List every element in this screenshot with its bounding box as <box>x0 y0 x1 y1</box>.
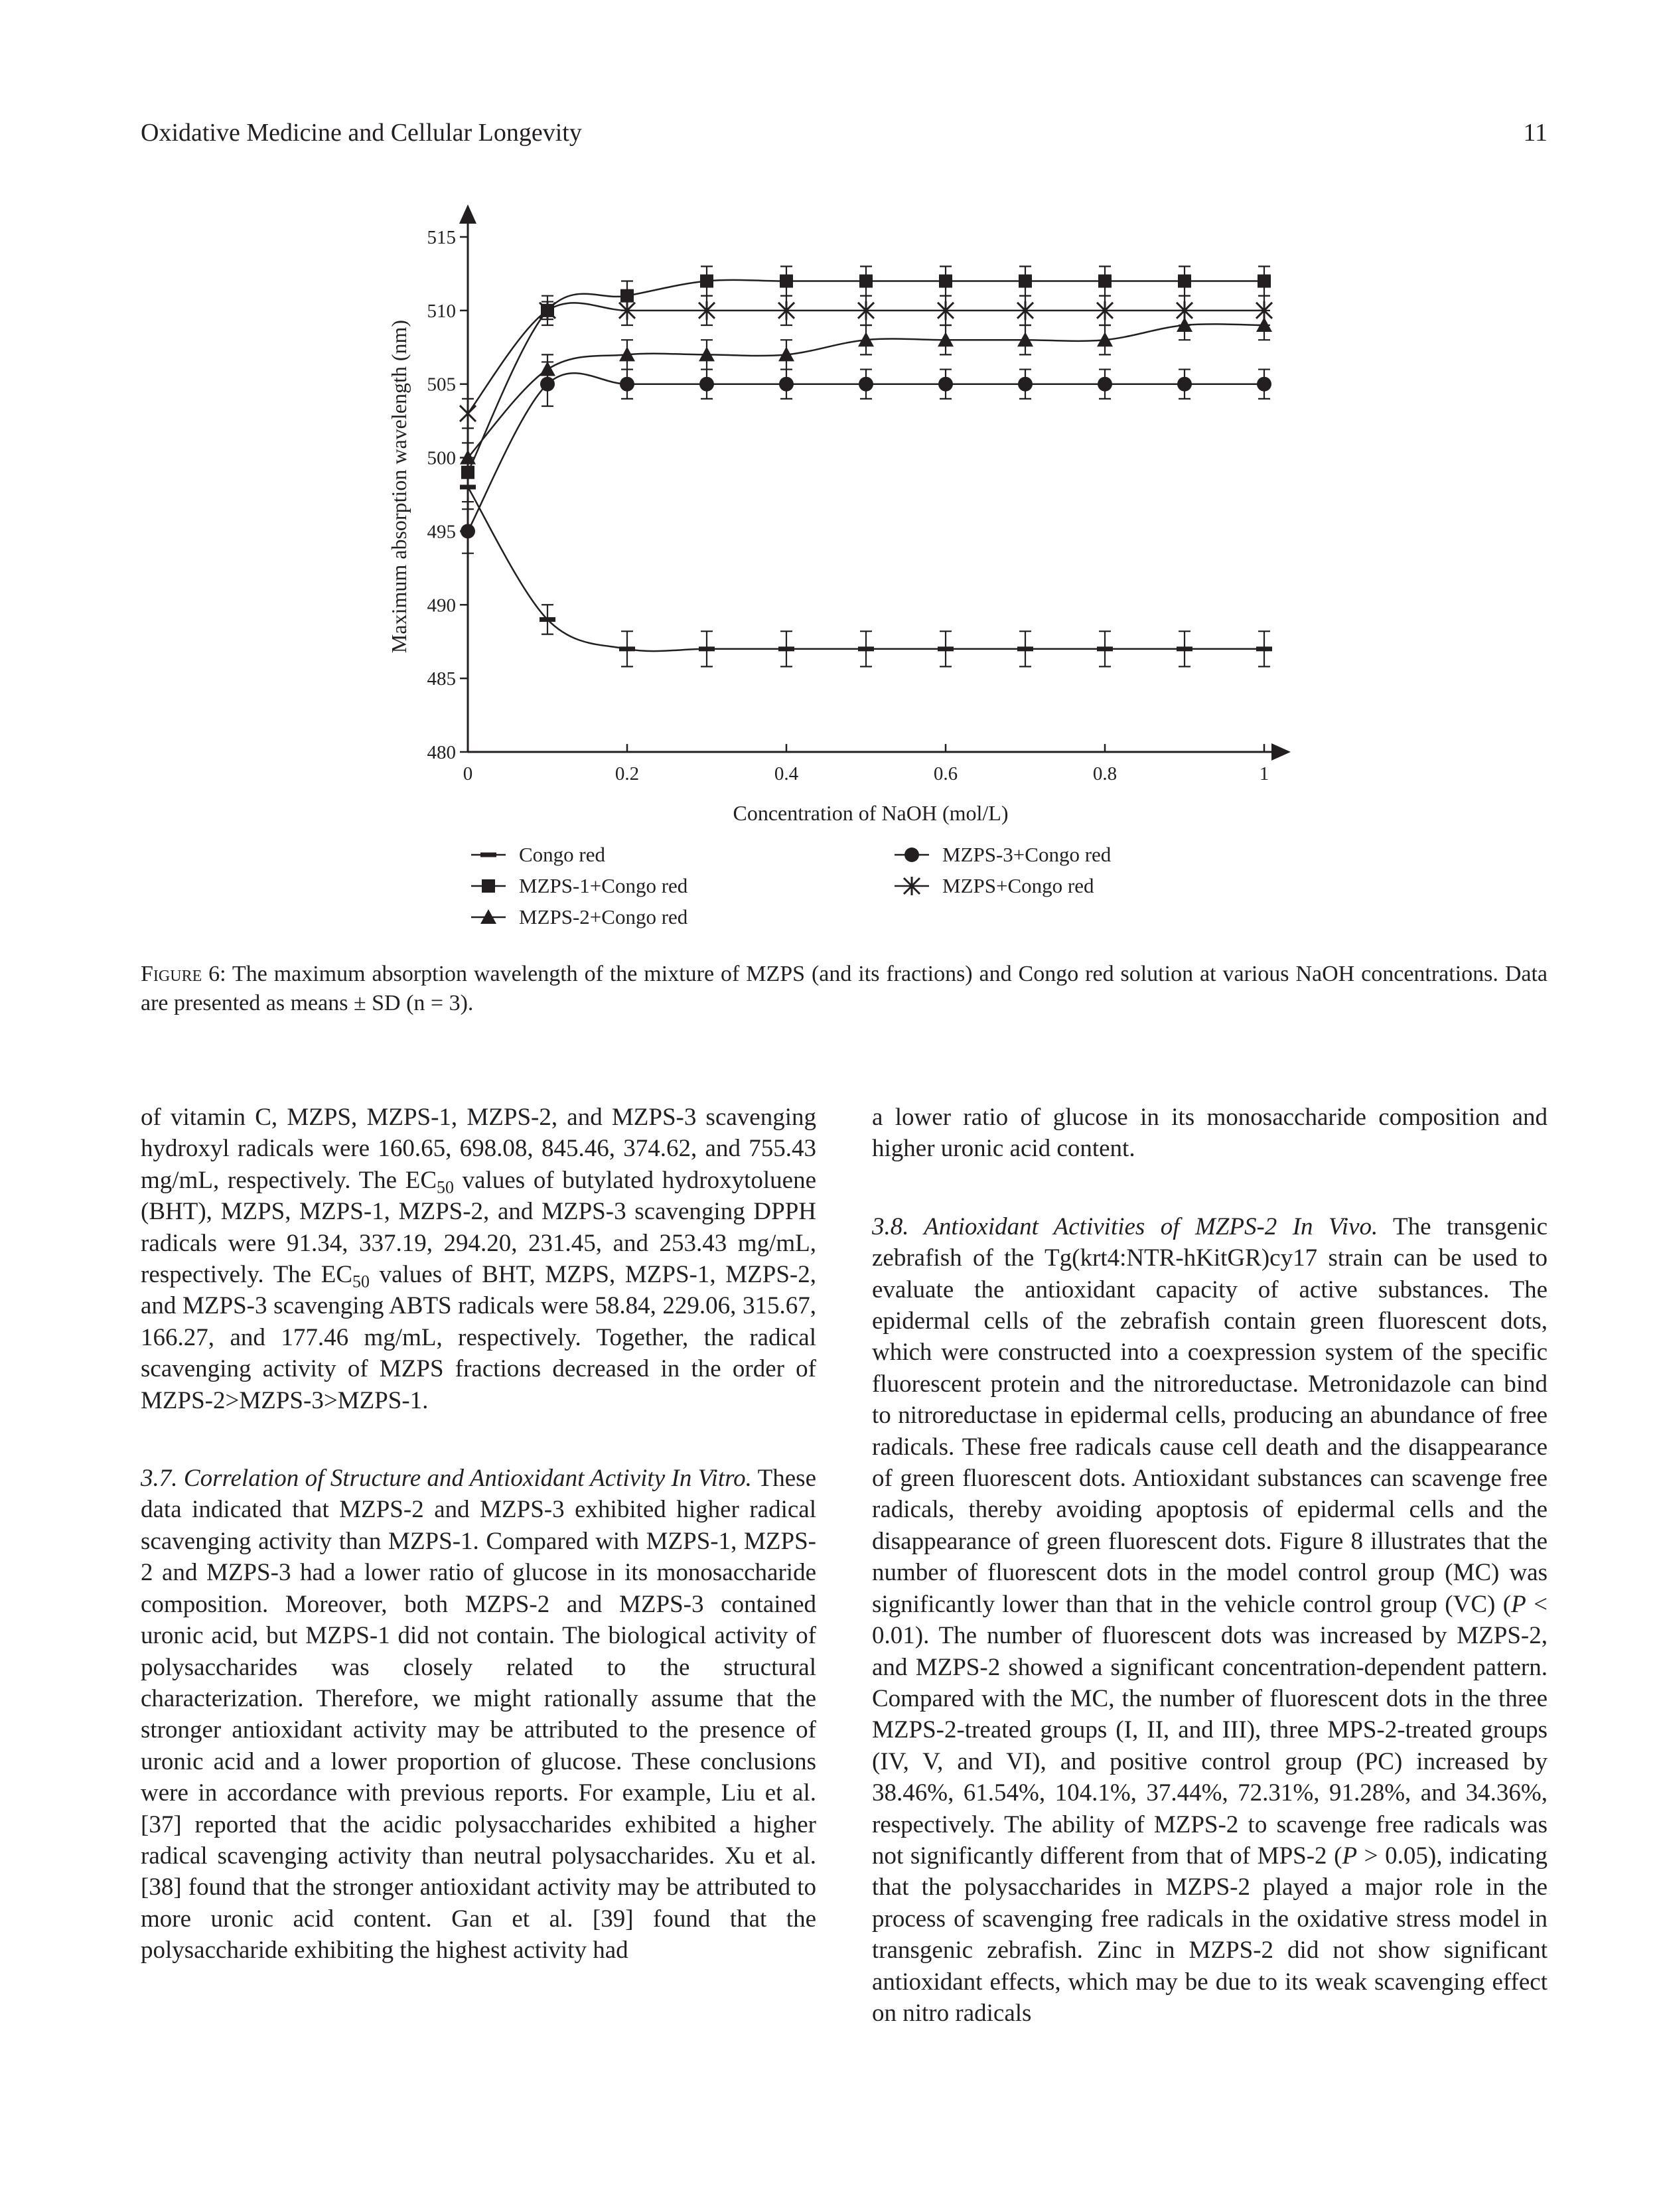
data-point-dash <box>1017 646 1033 651</box>
section-heading: 3.8. Antioxidant Activities of MZPS-2 In Vivo. <box>872 1213 1378 1240</box>
chart-series <box>460 266 1272 666</box>
x-axis-arrow <box>1271 743 1291 761</box>
y-tick-label: 495 <box>427 521 456 543</box>
paragraph-text: > 0.05), indicating that the polysaccharides in MZPS-2 played a major role in the process of scavenging free radicals in the oxidative stress model in transgenic zebrafish. Zinc in MZPS-2 did not show significant antioxidant effects, which may be due to its weak scavenging effect on nitro radicals <box>872 1842 1548 2027</box>
series-line <box>468 487 1264 651</box>
y-tick-label: 515 <box>427 227 456 248</box>
section-3-8 <box>872 1211 1548 2029</box>
left-column <box>141 1102 816 1966</box>
legend-label: MZPS-3+Congo red <box>942 843 1112 866</box>
data-point-circle <box>540 377 555 392</box>
data-point-square <box>1098 275 1112 288</box>
p-value-symbol: P <box>1342 1842 1358 1870</box>
data-point-dash <box>1177 646 1192 651</box>
x-tick-label: 0.2 <box>614 763 640 784</box>
right-column <box>872 1102 1548 2029</box>
data-point-dash <box>938 646 954 651</box>
section-gap <box>141 1416 816 1463</box>
chart-axes <box>459 204 1291 761</box>
data-point-circle <box>904 848 919 862</box>
chart-legend <box>471 843 1112 928</box>
figure-caption <box>141 960 1548 1018</box>
x-tick-label: 0.6 <box>933 763 958 784</box>
figure-label: Figure 6: <box>141 962 226 986</box>
data-point-circle <box>1257 377 1271 392</box>
x-tick-label: 0.4 <box>774 763 799 784</box>
y-tick-label: 480 <box>427 742 456 763</box>
y-axis-arrow <box>459 204 476 224</box>
data-point-square <box>482 879 495 893</box>
data-point-square <box>939 275 952 288</box>
series-congo-red <box>460 473 1272 667</box>
paragraph-text: values of BHT, MZPS, MZPS-1, MZPS-2, and MZPS-3 scavenging ABTS radicals were 58.84, 229.06, 315.67, 166.27, and 177.46 mg/mL, respectively. Together, the radical scavenging activity of MZPS fractions decreased in the order of MZPS-2>MZPS-3>MZPS-1. <box>141 1261 816 1414</box>
data-point-square <box>1019 275 1032 288</box>
y-tick-label: 490 <box>427 595 456 617</box>
data-point-circle <box>461 524 475 538</box>
subscript: 50 <box>437 1177 454 1197</box>
legend-label: MZPS-1+Congo red <box>519 874 688 897</box>
paragraph-continuation: a lower ratio of glucose in its monosaccharide composition and higher uronic acid content. <box>872 1104 1548 1163</box>
x-tick-label: 0.8 <box>1092 763 1118 784</box>
paragraph-text: < 0.01). The number of fluorescent dots was increased by MZPS-2, and MZPS-2 showed a significant concentration-dependent pattern. Compared with the MC, the number of fluorescent dots in the three MZPS-2-treated groups (I, II, and III), three MPS-2-treated groups (IV, V, and VI), and positive control group (PC) increased by 38.46%, 61.54%, 104.1%, 37.44%, 72.31%, 91.28%, and 34.36%, respectively. The ability of MZPS-2 to scavenge free radicals was not significantly different from that of MPS-2 ( <box>872 1590 1548 1870</box>
paragraph-text: values of butylated hydroxytoluene (BHT), MZPS, MZPS-1, MZPS-2, and MZPS-3 scavenging DPPH radicals were 91.34, 337.19, 294.20, 231.45, and 253.43 mg/mL, respectively. The EC <box>141 1166 816 1289</box>
paragraph-text: of vitamin C, MZPS, MZPS-1, MZPS-2, and MZPS-3 scavenging hydroxyl radicals were 160.65, 698.08, 845.46, 374.62, and 755.43 mg/mL, respectively. The EC <box>141 1104 816 1194</box>
legend-item <box>471 905 688 928</box>
paragraph-text: These data indicated that MZPS-2 and MZPS-3 exhibited higher radical scavenging activity than MZPS-1. Compared with MZPS-1, MZPS-2 and MZPS-3 had a lower ratio of glucose in its monosaccharide composition. Moreover, both MZPS-2 and MZPS-3 contained uronic acid, but MZPS-1 did not contain. The biological activity of polysaccharides was closely related to the structural characterization. Therefore, we might rationally assume that the stronger antioxidant activity may be attributed to the presence of uronic acid and a lower proportion of glucose. These conclusions were in accordance with previous reports. For example, Liu et al. [37] reported that the acidic polysaccharides exhibited a higher radical scavenging activity than neutral polysaccharides. Xu et al. [38] found that the stronger antioxidant activity may be attributed to more uronic acid content. Gan et al. [39] found that the polysaccharide exhibiting the highest activity had <box>141 1465 816 1964</box>
data-point-circle <box>938 377 953 392</box>
section-heading: 3.7. Correlation of Structure and Antioxidant Activity In Vitro. <box>141 1465 752 1493</box>
y-tick-label: 505 <box>427 374 456 396</box>
subscript: 50 <box>352 1272 370 1291</box>
data-point-dash <box>619 646 635 651</box>
figure-caption-text: The maximum absorption wavelength of the mixture of MZPS (and its fractions) and Congo red solution at various NaOH concentrations. Data are presented as means ± SD (n = 3). <box>141 962 1548 1015</box>
data-point-square <box>780 275 793 288</box>
data-point-square <box>1258 275 1271 288</box>
figure-6-chart <box>0 0 1659 942</box>
data-point-square <box>859 275 873 288</box>
x-axis-ticks <box>463 744 1269 784</box>
legend-label: MZPS+Congo red <box>942 874 1094 897</box>
data-point-circle <box>779 377 794 392</box>
y-tick-label: 500 <box>427 447 456 469</box>
data-point-dash <box>540 617 555 622</box>
legend-item <box>895 874 1094 897</box>
data-point-dash <box>1097 646 1113 651</box>
data-point-circle <box>699 377 714 392</box>
x-tick-label: 0 <box>463 763 473 784</box>
data-point-square <box>1178 275 1191 288</box>
section-gap <box>872 1165 1548 1211</box>
legend-label: MZPS-2+Congo red <box>519 905 688 928</box>
y-axis-ticks <box>427 227 469 763</box>
paragraph-text: The transgenic zebrafish of the Tg(krt4:NTR-hKitGR)cy17 strain can be used to evaluate the antioxidant capacity of active substances. The epidermal cells of the zebrafish contain green fluorescent dots, which were constructed into a coexpression system of the specific fluorescent protein and the nitroreductase. Metronidazole can bind to nitroreductase in epidermal cells, producing an abundance of free radicals. These free radicals cause cell death and the disappearance of green fluorescent dots. Antioxidant substances can scavenge free radicals, thereby avoiding apoptosis of epidermal cells and the disappearance of green fluorescent dots. Figure 8 illustrates that the number of fluorescent dots in the model control group (MC) was significantly lower than that in the vehicle control group (VC) ( <box>872 1213 1548 1618</box>
data-point-circle <box>1018 377 1033 392</box>
y-tick-label: 510 <box>427 300 456 322</box>
data-point-dash <box>858 646 874 651</box>
section-3-7 <box>141 1463 816 1966</box>
data-point-asterisk <box>460 404 476 423</box>
y-axis-label: Maximum absorption wavelength (nm) <box>387 319 411 654</box>
y-tick-label: 485 <box>427 668 456 690</box>
data-point-dash <box>778 646 794 651</box>
x-axis-label: Concentration of NaOH (mol/L) <box>733 801 1009 825</box>
journal-title: Oxidative Medicine and Cellular Longevity <box>141 119 582 147</box>
data-point-circle <box>620 377 634 392</box>
data-point-circle <box>1098 377 1112 392</box>
series-mzps-3-congo-red <box>461 362 1271 553</box>
legend-item <box>471 843 606 866</box>
p-value-symbol: P <box>1511 1590 1526 1618</box>
series-mzps-congo-red <box>460 296 1272 429</box>
data-point-circle <box>1177 377 1192 392</box>
legend-label: Congo red <box>519 843 606 866</box>
data-point-circle <box>859 377 873 392</box>
page-number: 11 <box>1523 119 1548 147</box>
legend-item <box>471 874 688 897</box>
data-point-square <box>700 275 713 288</box>
data-point-dash <box>699 646 715 651</box>
data-point-dash <box>1256 646 1272 651</box>
data-point-dash <box>480 853 496 857</box>
legend-item <box>895 843 1112 866</box>
paragraph-ec50 <box>141 1102 816 1416</box>
x-tick-label: 1 <box>1259 763 1269 784</box>
